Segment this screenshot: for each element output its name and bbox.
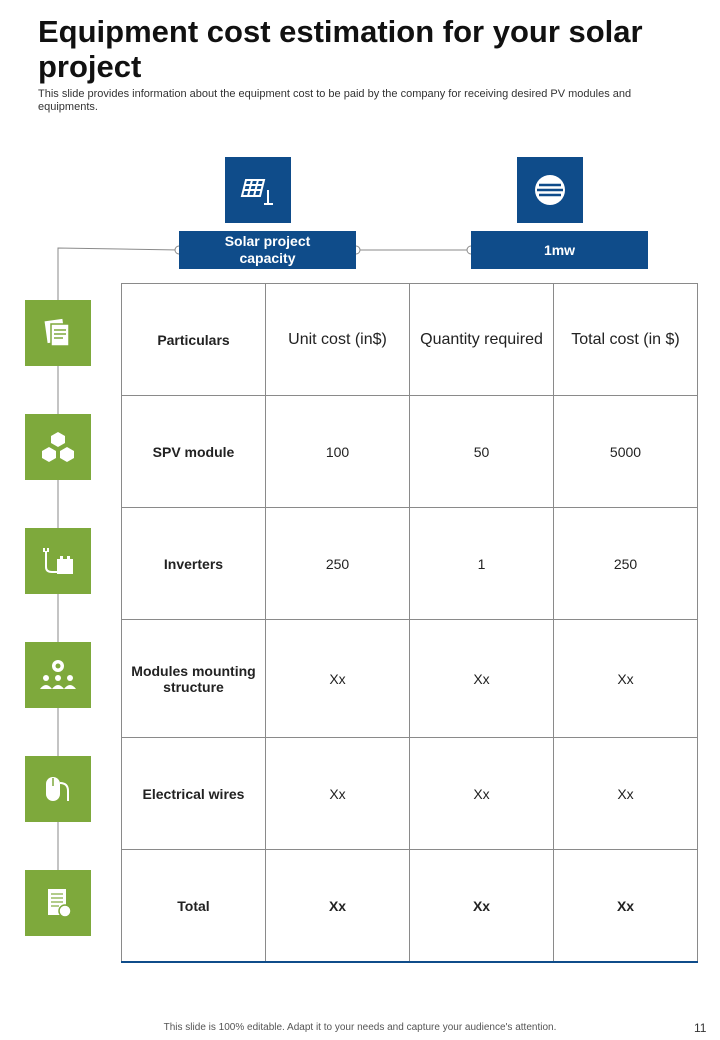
table-row: [122, 508, 698, 620]
cell-total-cost: Xx: [554, 738, 698, 850]
cell-particular: Total: [122, 850, 266, 962]
capacity-label: Solar project capacity: [224, 233, 311, 266]
cost-table: [121, 283, 698, 963]
footer-note: This slide is 100% editable. Adapt it to your needs and capture your audience's attention.: [163, 1022, 557, 1033]
battery-plug-icon: [25, 528, 91, 594]
cell-quantity: 50: [410, 396, 554, 508]
solar-panel-icon: [225, 157, 291, 223]
cell-quantity: Xx: [410, 850, 554, 962]
cubes-network-icon: [25, 414, 91, 480]
page-subtitle: This slide provides information about the equipment cost to be paid by the company for receiving desired PV modules and equipments.: [38, 88, 632, 113]
cell-quantity: Xx: [410, 738, 554, 850]
cell-unit-cost: Xx: [266, 738, 410, 850]
page-title: Equipment cost estimation for your solar project: [38, 14, 643, 84]
cell-total-cost: 250: [554, 508, 698, 620]
header-unit-cost: Unit cost (in$): [266, 284, 410, 396]
documents-icon: [25, 300, 91, 366]
capacity-value: 1mw: [543, 241, 576, 258]
table-total-row: [122, 850, 698, 962]
cell-quantity: 1: [410, 508, 554, 620]
cell-unit-cost: Xx: [266, 620, 410, 738]
cell-unit-cost: Xx: [266, 850, 410, 962]
table-row: [122, 620, 698, 738]
capacity-label-box: [179, 231, 356, 269]
team-gear-icon: [25, 642, 91, 708]
capacity-value-box: [471, 231, 648, 269]
table-row: [122, 738, 698, 850]
cell-particular: Inverters: [122, 508, 266, 620]
lines-circle-icon: [517, 157, 583, 223]
page-number: 11: [694, 1021, 707, 1035]
cell-total-cost: Xx: [554, 620, 698, 738]
header-total-cost: Total cost (in $): [554, 284, 698, 396]
table-header-row: [122, 284, 698, 396]
cell-unit-cost: 100: [266, 396, 410, 508]
calculator-sheet-icon: [25, 870, 91, 936]
cell-particular: Modules mounting structure: [122, 620, 266, 738]
cell-particular: SPV module: [122, 396, 266, 508]
table-row: [122, 396, 698, 508]
cell-unit-cost: 250: [266, 508, 410, 620]
header-quantity: Quantity required: [410, 284, 554, 396]
cell-particular: Electrical wires: [122, 738, 266, 850]
cell-total-cost: 5000: [554, 396, 698, 508]
cell-total-cost: Xx: [554, 850, 698, 962]
mouse-icon: [25, 756, 91, 822]
header-particulars: Particulars: [122, 284, 266, 396]
cell-quantity: Xx: [410, 620, 554, 738]
